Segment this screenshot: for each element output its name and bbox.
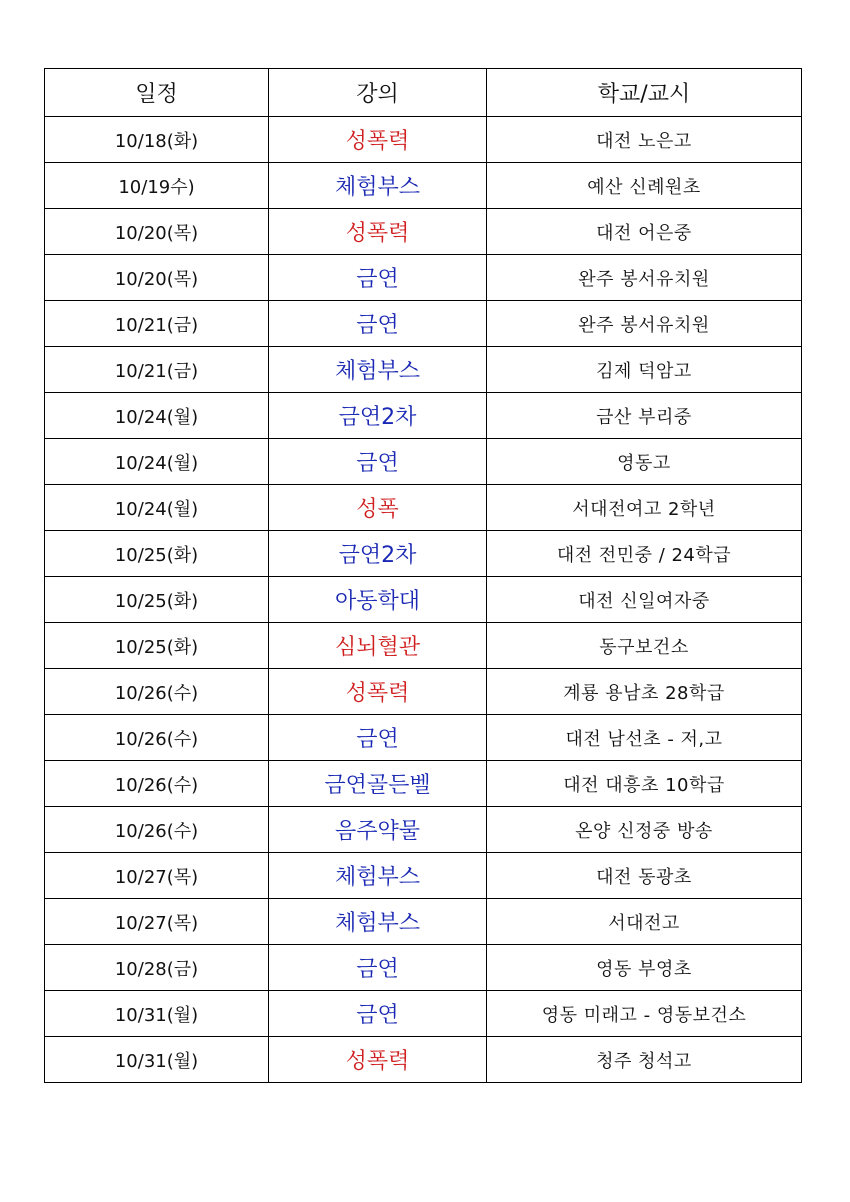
lecture-cell: 체험부스 [269, 163, 487, 209]
table-row [45, 255, 802, 301]
school-cell: 완주 봉서유치원 [487, 301, 802, 347]
school-cell: 영동 미래고 - 영동보건소 [487, 991, 802, 1037]
lecture-cell: 금연 [269, 301, 487, 347]
school-cell: 대전 대흥초 10학급 [487, 761, 802, 807]
school-cell: 온양 신정중 방송 [487, 807, 802, 853]
lecture-cell: 금연2차 [269, 393, 487, 439]
table-row [45, 347, 802, 393]
school-cell: 대전 전민중 / 24학급 [487, 531, 802, 577]
school-cell: 계룡 용남초 28학급 [487, 669, 802, 715]
table-row [45, 393, 802, 439]
lecture-cell: 금연 [269, 991, 487, 1037]
school-cell: 완주 봉서유치원 [487, 255, 802, 301]
table-row [45, 899, 802, 945]
table-row [45, 209, 802, 255]
table-row [45, 117, 802, 163]
date-cell: 10/25(화) [45, 531, 269, 577]
table-row [45, 807, 802, 853]
schedule-sheet [44, 68, 801, 1083]
lecture-cell: 금연 [269, 255, 487, 301]
table-row [45, 669, 802, 715]
date-cell: 10/20(목) [45, 255, 269, 301]
lecture-cell: 음주약물 [269, 807, 487, 853]
school-cell: 금산 부리중 [487, 393, 802, 439]
date-cell: 10/24(월) [45, 485, 269, 531]
date-cell: 10/26(수) [45, 669, 269, 715]
school-cell: 대전 노은고 [487, 117, 802, 163]
lecture-cell: 성폭력 [269, 669, 487, 715]
date-cell: 10/24(월) [45, 393, 269, 439]
lecture-cell: 성폭력 [269, 1037, 487, 1083]
table-row [45, 623, 802, 669]
lecture-cell: 금연2차 [269, 531, 487, 577]
date-cell: 10/27(목) [45, 899, 269, 945]
table-row [45, 485, 802, 531]
date-cell: 10/21(금) [45, 347, 269, 393]
date-cell: 10/31(월) [45, 1037, 269, 1083]
school-cell: 대전 신일여자중 [487, 577, 802, 623]
table-row [45, 715, 802, 761]
table-row [45, 1037, 802, 1083]
date-cell: 10/27(목) [45, 853, 269, 899]
table-row [45, 301, 802, 347]
school-cell: 서대전고 [487, 899, 802, 945]
table-row [45, 991, 802, 1037]
date-cell: 10/24(월) [45, 439, 269, 485]
date-cell: 10/25(화) [45, 623, 269, 669]
table-row [45, 945, 802, 991]
lecture-cell: 금연골든벨 [269, 761, 487, 807]
lecture-cell: 체험부스 [269, 347, 487, 393]
header-row [45, 69, 802, 117]
lecture-cell: 금연 [269, 439, 487, 485]
school-cell: 예산 신례원초 [487, 163, 802, 209]
table-row [45, 163, 802, 209]
lecture-cell: 성폭 [269, 485, 487, 531]
date-cell: 10/20(목) [45, 209, 269, 255]
lecture-cell: 아동학대 [269, 577, 487, 623]
date-cell: 10/19수) [45, 163, 269, 209]
school-cell: 대전 동광초 [487, 853, 802, 899]
school-cell: 대전 남선초 - 저,고 [487, 715, 802, 761]
date-cell: 10/21(금) [45, 301, 269, 347]
schedule-body [45, 117, 802, 1083]
lecture-cell: 성폭력 [269, 209, 487, 255]
date-cell: 10/26(수) [45, 761, 269, 807]
lecture-column-header: 강의 [269, 69, 487, 117]
school-cell: 김제 덕암고 [487, 347, 802, 393]
school-cell: 대전 어은중 [487, 209, 802, 255]
date-cell: 10/31(월) [45, 991, 269, 1037]
date-cell: 10/18(화) [45, 117, 269, 163]
school-cell: 영동 부영초 [487, 945, 802, 991]
table-row [45, 853, 802, 899]
lecture-cell: 금연 [269, 715, 487, 761]
date-column-header: 일정 [45, 69, 269, 117]
date-cell: 10/26(수) [45, 807, 269, 853]
table-row [45, 531, 802, 577]
lecture-cell: 금연 [269, 945, 487, 991]
school-cell: 영동고 [487, 439, 802, 485]
table-row [45, 577, 802, 623]
table-row [45, 439, 802, 485]
school-column-header: 학교/교시 [487, 69, 802, 117]
lecture-cell: 체험부스 [269, 853, 487, 899]
school-cell: 서대전여고 2학년 [487, 485, 802, 531]
date-cell: 10/28(금) [45, 945, 269, 991]
school-cell: 동구보건소 [487, 623, 802, 669]
schedule-table [44, 68, 802, 1083]
lecture-cell: 성폭력 [269, 117, 487, 163]
lecture-cell: 심뇌혈관 [269, 623, 487, 669]
date-cell: 10/25(화) [45, 577, 269, 623]
lecture-cell: 체험부스 [269, 899, 487, 945]
date-cell: 10/26(수) [45, 715, 269, 761]
school-cell: 청주 청석고 [487, 1037, 802, 1083]
table-row [45, 761, 802, 807]
